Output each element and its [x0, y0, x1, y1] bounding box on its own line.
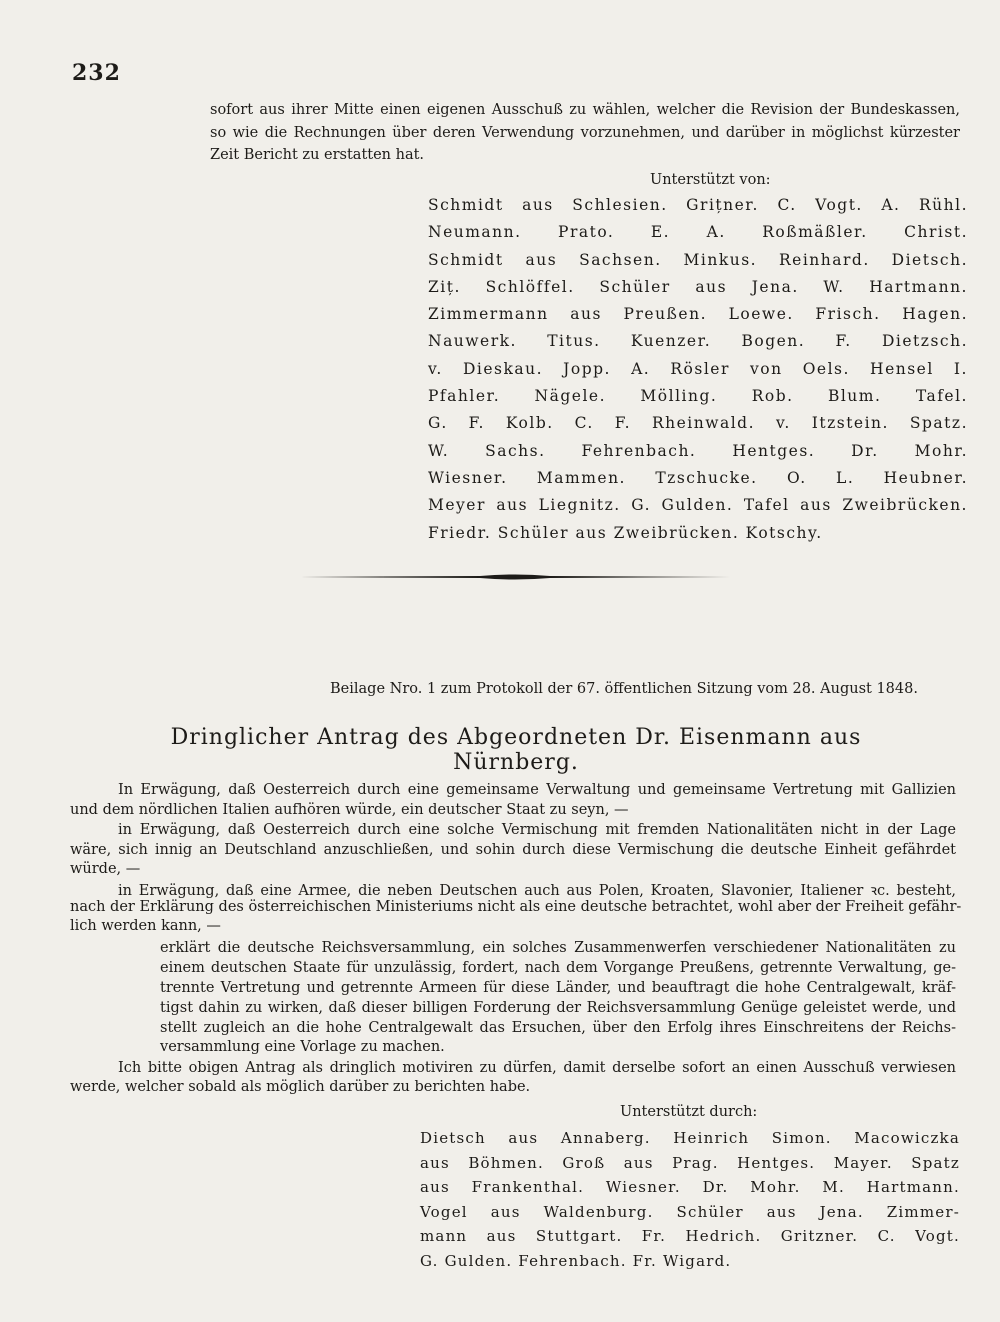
supporter-row: aus Böhmen. Groß aus Prag. Hentges. Mayer. Spatz [420, 1153, 960, 1172]
supporter-row: Dietsch aus Annaberg. Heinrich Simon. Macowiczka [420, 1129, 960, 1147]
body-line: in Erwägung, daß eine Armee, die neben Deutschen auch aus Polen, Kroaten, Slavonier, Italiener ꝛc. besteht, [118, 883, 956, 899]
supporter-row: Schmidt aus Sachsen. Minkus. Reinhard. Dietsch. [428, 250, 968, 269]
body-line: einem deutschen Staate für unzulässig, fordert, nach dem Vorgange Preußens, getrennte Verwaltung, ge- [160, 960, 956, 976]
body-line: wäre, sich innig an Deutschland anzuschließen, und sohin durch diese Vermischung die deutsche Einheit gefährdet [70, 842, 956, 858]
body-line: lich werden kann, — [70, 918, 221, 934]
supporter-row: Friedr. Schüler aus Zweibrücken. Kotschy. [428, 523, 823, 542]
document-title: Dringlicher Antrag des Abgeordneten Dr. Eisenmann aus Nürnberg. [170, 725, 862, 775]
intro-line: so wie die Rechnungen über deren Verwendung vorzunehmen, und darüber in möglichst kürzester [210, 125, 960, 141]
supporters-list-2 [420, 1126, 960, 1273]
supporter-row: W. Sachs. Fehrenbach. Hentges. Dr. Mohr. [428, 441, 968, 460]
supporter-row: mann aus Stuttgart. Fr. Hedrich. Gritzner. C. Vogt. [420, 1227, 960, 1245]
supporter-row: Wiesner. Mammen. Tzschucke. O. L. Heubner. [428, 468, 968, 487]
supporter-row: Nauwerk. Titus. Kuenzer. Bogen. F. Dietzsch. [428, 332, 968, 351]
body-line: stellt zugleich an die hohe Centralgewalt das Ersuchen, über den Erfolg ihres Einschreitens der Reichs- [160, 1020, 956, 1036]
body-line: werde, welcher sobald als möglich darüber zu berichten habe. [70, 1079, 531, 1095]
supporter-row: aus Frankenthal. Wiesner. Dr. Mohr. M. Hartmann. [420, 1178, 960, 1196]
supporter-row: Neumann. Prato. E. A. Roßmäßler. Christ. [428, 223, 968, 242]
supported-by-heading: Unterstützt durch: [620, 1104, 758, 1120]
supporter-row: Vogel aus Waldenburg. Schüler aus Jena. Zimmer- [420, 1202, 960, 1221]
intro-line: Zeit Bericht zu erstatten hat. [210, 147, 425, 163]
supporter-row: Pfahler. Nägele. Mölling. Rob. Blum. Tafel. [428, 387, 968, 406]
body-line: In Erwägung, daß Oesterreich durch eine gemeinsame Verwaltung und gemeinsame Vertretung mit Gallizien [118, 782, 956, 798]
supported-by-heading: Unterstützt von: [650, 172, 771, 188]
supporter-row: v. Dieskau. Jopp. A. Rösler von Oels. Hensel I. [428, 359, 968, 378]
body-line: und dem nördlichen Italien aufhören würde, ein deutscher Staat zu seyn, — [70, 802, 629, 818]
body-line: würde, — [70, 861, 141, 877]
body-line: versammlung eine Vorlage zu machen. [160, 1039, 445, 1055]
supplement-line: Beilage Nro. 1 zum Protokoll der 67. öffentlichen Sitzung vom 28. August 1848. [330, 681, 918, 697]
intro-line: sofort aus ihrer Mitte einen eigenen Ausschuß zu wählen, welcher die Revision der Bundeskassen, [210, 102, 960, 118]
supporter-row: G. Gulden. Fehrenbach. Fr. Wigard. [420, 1251, 732, 1270]
supporter-row: Meyer aus Liegnitz. G. Gulden. Tafel aus Zweibrücken. [428, 496, 968, 515]
supporters-list-1 [428, 192, 968, 547]
supporter-row: G. F. Kolb. C. F. Rheinwald. v. Itzstein. Spatz. [428, 414, 968, 433]
ornamental-divider [300, 573, 730, 581]
supporter-row: Ziț. Schlöffel. Schüler aus Jena. W. Hartmann. [428, 277, 968, 296]
page-number: 232 [72, 60, 121, 86]
body-line: nach der Erklärung des österreichischen Ministeriums nicht als eine deutsche betrachtet, wohl aber der Freiheit gefähr- [70, 899, 962, 915]
body-line: Ich bitte obigen Antrag als dringlich motiviren zu dürfen, damit derselbe sofort an einen Ausschuß verwiesen [118, 1060, 956, 1076]
body-line: in Erwägung, daß Oesterreich durch eine solche Vermischung mit fremden Nationalitäten nicht in der Lage [118, 822, 956, 838]
body-line: tigst dahin zu wirken, daß dieser billigen Forderung der Reichsversammlung Genüge geleistet werde, und [160, 1000, 956, 1016]
supporter-row: Zimmermann aus Preußen. Loewe. Frisch. Hagen. [428, 305, 968, 324]
body-line: trennte Vertretung und getrennte Armeen für diese Länder, und beauftragt die hohe Centralgewalt, kräf- [160, 980, 956, 996]
supporter-row: Schmidt aus Schlesien. Grițner. C. Vogt. A. Rühl. [428, 196, 968, 214]
body-line: erklärt die deutsche Reichsversammlung, ein solches Zusammenwerfen verschiedener Nationalitäten zu [160, 940, 956, 956]
